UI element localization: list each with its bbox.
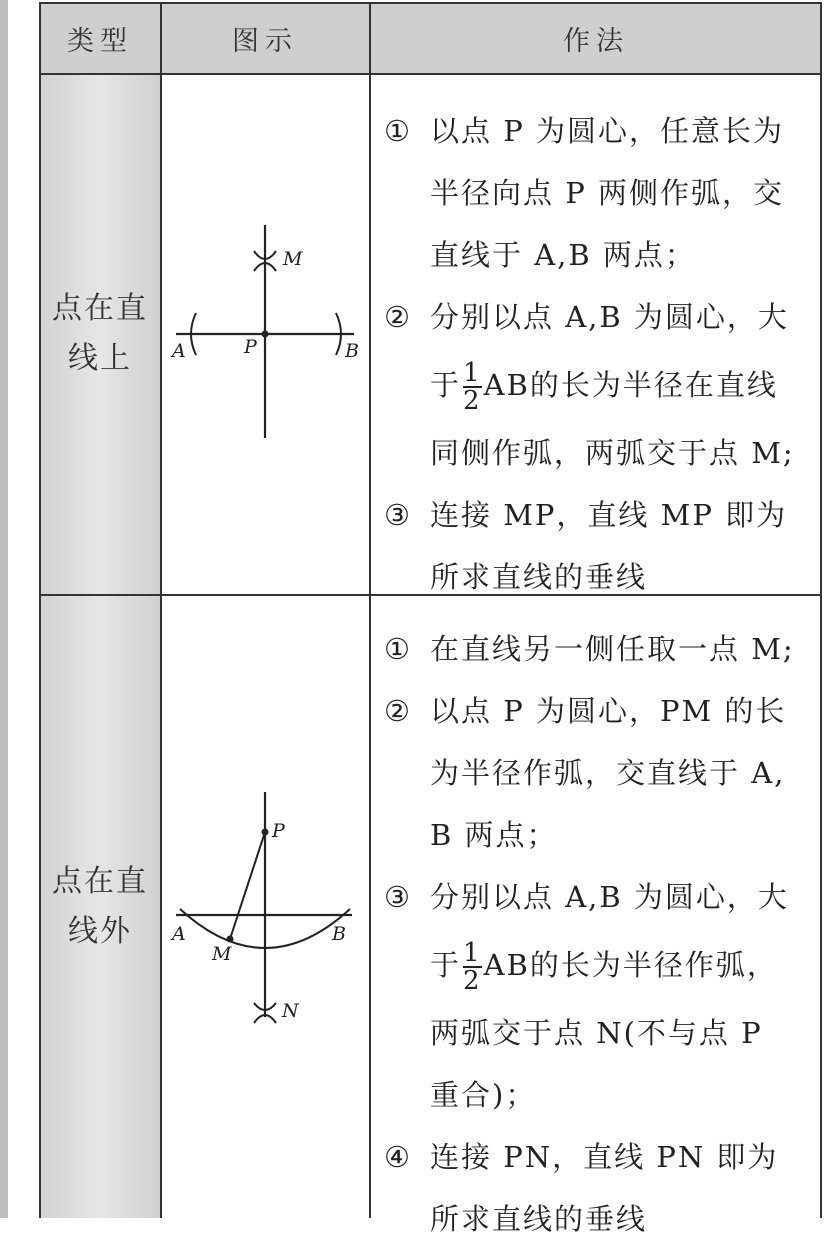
row2-label-m: M [212, 943, 232, 965]
row1-fraction [463, 360, 482, 414]
header-type [40, 3, 160, 73]
row2-label-a: A [172, 923, 186, 945]
header-method [370, 3, 822, 73]
row2-step-3-line2 [430, 928, 810, 1002]
row2-point-m [227, 936, 234, 943]
row1-step-1 [380, 100, 810, 286]
row2-step-2-line2: 为半径作弧，交直线于 A, [430, 756, 786, 790]
row2-step-3-line1: 分别以点 A,B 为圆心，大 [430, 880, 789, 914]
row2-step-3-line3: 两弧交于点 N(不与点 P [430, 1016, 763, 1050]
row1-label-p: P [244, 336, 257, 358]
row1-step-3-num: ③ [384, 498, 412, 532]
row1-step-1-line2: 半径向点 P 两侧作弧，交 [430, 176, 784, 210]
row1-step-3-line2: 所求直线的垂线 [430, 560, 648, 594]
row1-type-line2: 线上 [68, 341, 132, 376]
row1-frac-den: 2 [463, 386, 482, 416]
row1-step-2 [380, 286, 810, 484]
row2-step-3-frac-suffix: AB的长为半径作弧， [483, 948, 778, 982]
row2-type-line2: 线外 [68, 914, 132, 949]
row2-frac-den: 2 [463, 966, 482, 996]
row1-frac-num: 1 [463, 358, 482, 388]
row2-step-4-line1: 连接 PN，直线 PN 即为 [430, 1140, 779, 1174]
row2-step-3 [380, 866, 810, 1126]
page-edge [0, 0, 8, 1218]
row1-diagram [162, 75, 369, 594]
col-divider-2 [369, 2, 371, 1218]
row1-type-label [52, 284, 148, 384]
row2-step-2-num: ② [384, 694, 412, 728]
row1-step-2-frac-prefix: 于 [430, 368, 462, 402]
header-method-label: 作法 [563, 25, 629, 57]
row1-step-3 [380, 484, 810, 608]
row2-step-2-line3: B 两点； [430, 818, 558, 852]
header-divider [40, 73, 822, 75]
row1-step-2-frac-suffix: AB的长为半径在直线 [483, 368, 778, 402]
row2-step-4 [380, 1126, 810, 1250]
row1-step-1-num: ① [384, 114, 412, 148]
row2-step-2-line1: 以点 P 为圆心，PM 的长 [430, 694, 787, 728]
row2-label-p: P [272, 820, 285, 842]
row2-segment-pm [230, 832, 265, 939]
row2-step-3-num: ③ [384, 880, 412, 914]
row2-step-1-line1: 在直线另一侧任取一点 M; [430, 632, 795, 666]
row2-steps [380, 618, 810, 1250]
row1-step-2-line2 [430, 348, 810, 422]
row2-step-4-num: ④ [384, 1140, 412, 1174]
header-figure-label: 图示 [232, 25, 298, 57]
row1-step-3-line1: 连接 MP，直线 MP 即为 [430, 498, 788, 532]
row1-step-2-line1: 分别以点 A,B 为圆心，大 [430, 300, 789, 334]
row2-step-1-num: ① [384, 632, 412, 666]
table-right-border [820, 2, 822, 1218]
row2-label-b: B [332, 923, 346, 945]
header-type-label: 类型 [67, 25, 133, 57]
row1-label-m: M [283, 248, 303, 270]
row2-frac-num: 1 [463, 938, 482, 968]
row1-label-a: A [172, 340, 186, 362]
row1-type-line1: 点在直 [52, 291, 148, 326]
row1-point-p [262, 331, 269, 338]
row2-step-4-line2: 所求直线的垂线 [430, 1202, 648, 1236]
row2-diagram [162, 597, 369, 1217]
row2-fraction [463, 940, 482, 994]
table-left-border [39, 2, 41, 1218]
row2-step-1 [380, 618, 810, 680]
row2-step-3-frac-prefix: 于 [430, 948, 462, 982]
row2-point-p [262, 829, 269, 836]
row1-label-b: B [345, 340, 359, 362]
row2-step-3-line4: 重合)； [430, 1078, 537, 1112]
row1-step-2-line3: 同侧作弧，两弧交于点 M; [430, 436, 795, 470]
table-top-border [40, 2, 822, 4]
row1-steps [380, 100, 810, 608]
row2-type-line1: 点在直 [52, 864, 148, 899]
row1-step-1-line1: 以点 P 为圆心，任意长为 [430, 114, 784, 148]
row2-step-2 [380, 680, 810, 866]
row1-step-1-line3: 直线于 A,B 两点； [430, 238, 696, 272]
row2-type-label [52, 857, 148, 957]
row1-type-cell [40, 74, 160, 594]
header-figure [160, 3, 370, 73]
row2-type-cell [40, 596, 160, 1218]
row2-label-n: N [282, 1000, 299, 1022]
row1-step-2-num: ② [384, 300, 412, 334]
